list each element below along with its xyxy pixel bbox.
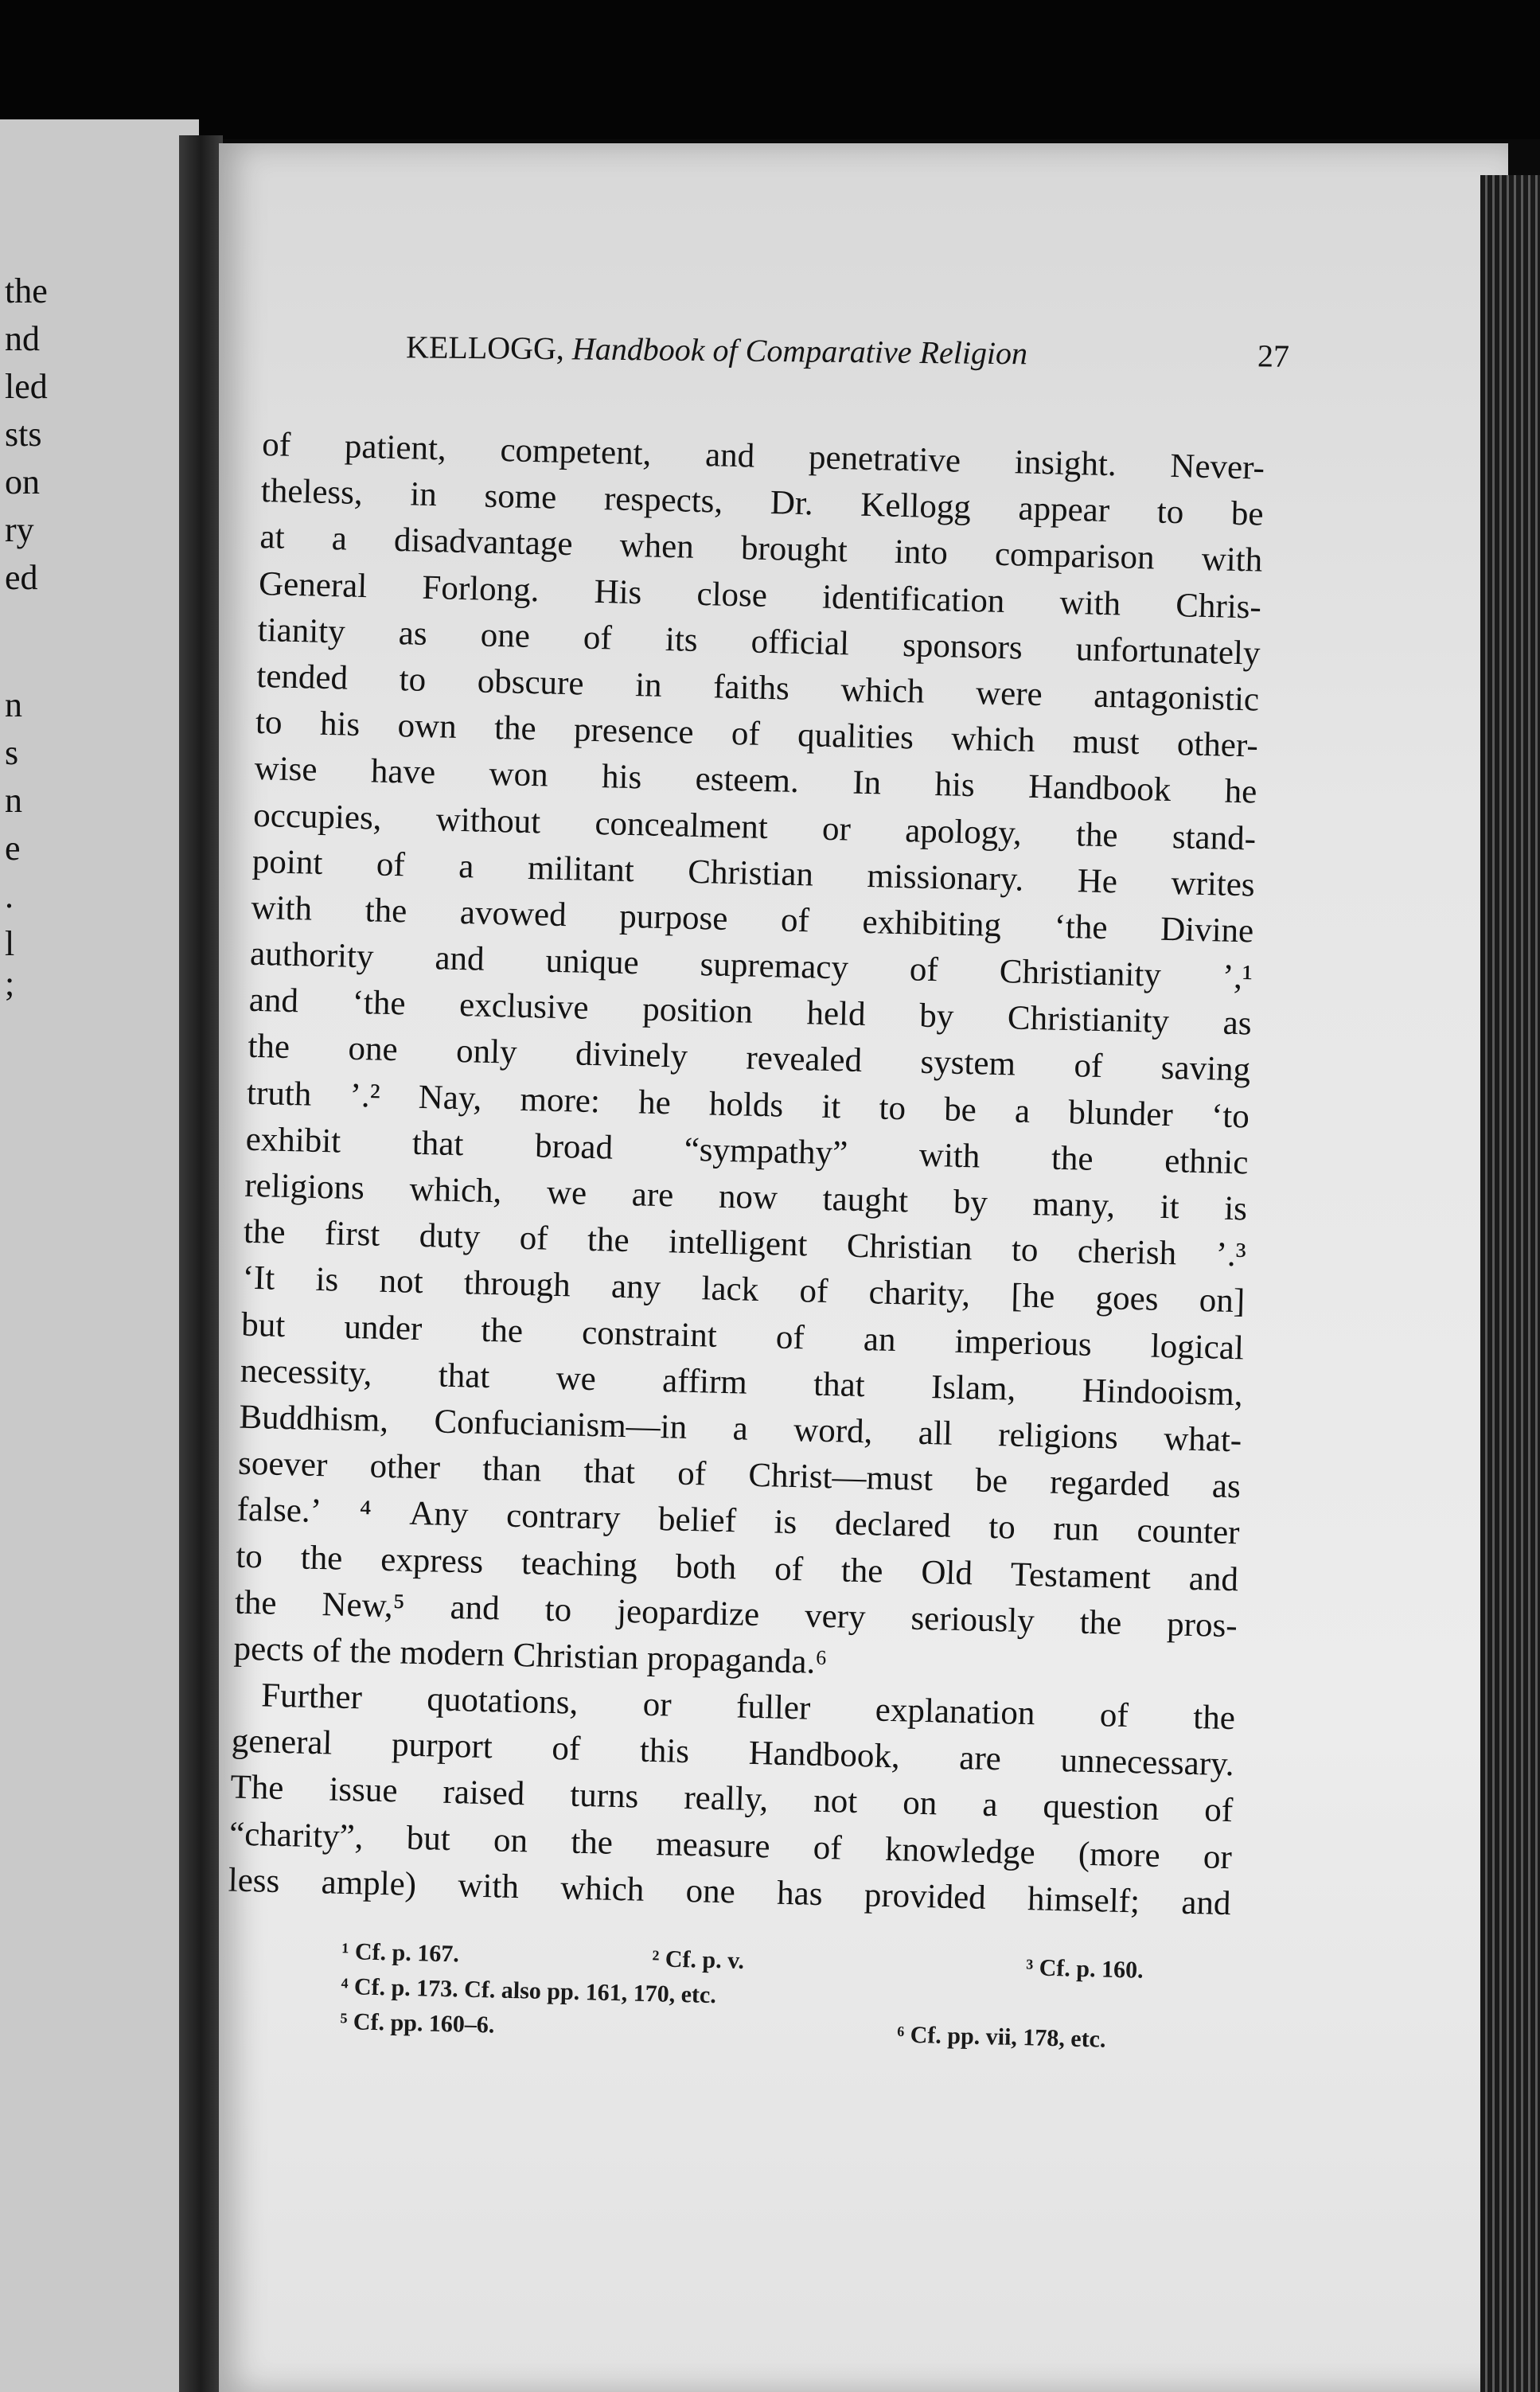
text-line: with the avowed purpose of exhibiting ‘the Divine bbox=[251, 888, 1254, 950]
text-line: and ‘the exclusive position held by Christianity as bbox=[248, 981, 1253, 1043]
text-line: General Forlong. His close identification with Chris- bbox=[258, 564, 1262, 626]
footnote: ³ Cf. p. 160. bbox=[1025, 1954, 1144, 1984]
body-text bbox=[228, 422, 1265, 1927]
text-line: “charity”, but on the measure of knowledge (more or bbox=[228, 1815, 1233, 1876]
facing-page bbox=[0, 119, 199, 2392]
facing-page-fragment: . bbox=[5, 876, 14, 915]
text-line: at a disadvantage when brought into comparison with bbox=[259, 518, 1263, 580]
text-line: the New,⁵ and to jeopardize very seriously the pros- bbox=[234, 1583, 1238, 1645]
footnote: ⁴ Cf. p. 173. Cf. also pp. 161, 170, etc. bbox=[341, 1973, 717, 2009]
text-line: tianity as one of its official sponsors unfortunately bbox=[257, 611, 1261, 673]
text-line: The issue raised turns really, not on a question of bbox=[230, 1768, 1234, 1830]
facing-page-fragment: nd bbox=[5, 319, 40, 358]
text-line: Buddhism, Confucianism—in a word, all religions what- bbox=[238, 1398, 1242, 1460]
running-header bbox=[406, 328, 1290, 385]
facing-page-fragment: ; bbox=[5, 964, 15, 1003]
text-line: to his own the presence of qualities which must other- bbox=[255, 704, 1259, 765]
text-line: necessity, that we affirm that Islam, Hindooism, bbox=[240, 1352, 1244, 1414]
header-title: Handbook of Comparative Religion bbox=[571, 330, 1028, 372]
facing-page-fragment: e bbox=[5, 829, 21, 868]
facing-page-fragment: ry bbox=[5, 510, 34, 549]
text-line: tended to obscure in faiths which were antagonistic bbox=[255, 657, 1260, 719]
text-line: general purport of this Handbook, are unnecessary. bbox=[231, 1722, 1235, 1784]
text-line: authority and unique supremacy of Christianity ’,¹ bbox=[249, 935, 1253, 997]
text-line: false.’ ⁴ Any contrary belief is declared to run counter bbox=[236, 1490, 1240, 1552]
header-author: KELLOGG, bbox=[405, 329, 565, 367]
facing-page-fragment: the bbox=[5, 271, 48, 310]
facing-page-fragment: l bbox=[5, 924, 15, 963]
scan-background bbox=[0, 0, 1540, 139]
text-line: but under the constraint of an imperious logical bbox=[240, 1305, 1245, 1367]
text-line: Further quotations, or fuller explanation of the bbox=[260, 1676, 1236, 1738]
text-line: the first duty of the intelligent Christian to cherish ’.³ bbox=[243, 1212, 1247, 1274]
page-number: 27 bbox=[1257, 338, 1290, 374]
facing-page-fragment: sts bbox=[5, 415, 42, 454]
text-line: religions which, we are now taught by many, it is bbox=[244, 1166, 1248, 1228]
footnote: ⁶ Cf. pp. vii, 178, etc. bbox=[896, 2021, 1106, 2053]
page-edges bbox=[1480, 175, 1540, 2392]
text-line: wise have won his esteem. In his Handbook he bbox=[254, 750, 1257, 811]
text-line: pects of the modern Christian propaganda.⁶ bbox=[233, 1629, 828, 1682]
facing-page-fragment: on bbox=[5, 462, 40, 501]
footnote: ² Cf. p. v. bbox=[651, 1945, 745, 1974]
text-line: of patient, competent, and penetrative insight. Never- bbox=[261, 425, 1265, 487]
text-line: theless, in some respects, Dr. Kellogg appear to be bbox=[260, 472, 1265, 533]
text-line: point of a militant Christian missionary. He writes bbox=[251, 842, 1256, 904]
text-line: truth ’.² Nay, more: he holds it to be a blunder ‘to bbox=[246, 1074, 1250, 1136]
book-gutter bbox=[179, 135, 223, 2392]
facing-page-fragment: led bbox=[5, 367, 48, 406]
running-title bbox=[406, 328, 1027, 372]
text-line: soever other than that of Christ—must be regarded as bbox=[237, 1444, 1242, 1506]
text-line: occupies, without concealment or apology, the stand- bbox=[252, 796, 1257, 858]
facing-page-fragment: n bbox=[5, 685, 22, 724]
facing-page-fragment: s bbox=[5, 733, 19, 772]
footnote: ⁵ Cf. pp. 160–6. bbox=[340, 2008, 495, 2039]
footnotes bbox=[340, 1934, 1234, 2060]
facing-page-fragment: n bbox=[5, 781, 22, 820]
footnote: ¹ Cf. p. 167. bbox=[341, 1937, 460, 1968]
text-line: less ample) with which one has provided himself; and bbox=[228, 1861, 1232, 1922]
text-line: exhibit that broad “sympathy” with the ethnic bbox=[245, 1120, 1249, 1182]
text-line: the one only divinely revealed system of saving bbox=[247, 1028, 1251, 1089]
facing-page-fragment: ed bbox=[5, 558, 38, 597]
text-line: ‘It is not through any lack of charity, [he goes on] bbox=[242, 1259, 1246, 1321]
text-line: to the express teaching both of the Old Testament and bbox=[235, 1537, 1239, 1598]
